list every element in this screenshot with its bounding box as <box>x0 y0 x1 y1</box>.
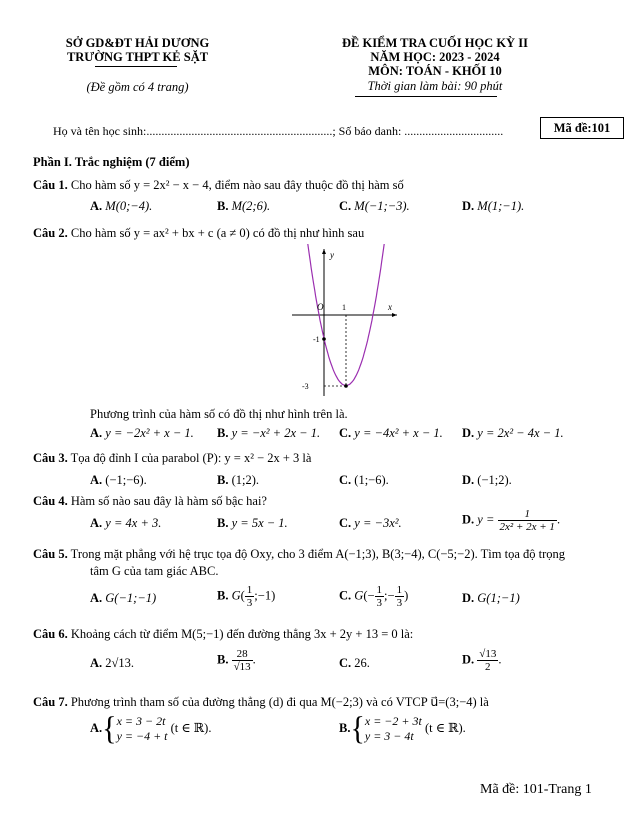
q7-option-b[interactable]: B.{x = −2 + 3t y = 3 − 4t (t ∈ ℝ). <box>339 710 466 747</box>
pages-note: (Đề gồm có 4 trang) <box>86 80 189 94</box>
q6-option-c[interactable]: C. 26. <box>339 656 370 670</box>
exam-title: ĐỀ KIỂM TRA CUỐI HỌC KỲ II <box>342 36 528 50</box>
question-4: Câu 4. Hàm số nào sau đây là hàm số bậc hai? <box>33 494 267 508</box>
vertex-point <box>344 384 348 388</box>
school-year: NĂM HỌC: 2023 - 2024 <box>370 50 500 64</box>
q2-option-a[interactable]: A. y = −2x² + x − 1. <box>90 426 194 440</box>
q6-option-d[interactable]: D. $\frac{√13}{2}$ . <box>462 648 502 673</box>
question-5: Câu 5. Trong mặt phẳng với hệ trục tọa độ Oxy, cho 3 điểm A(−1;3), B(3;−4), C(−5;−2). Tìm tọa độ trọng <box>33 547 566 561</box>
q5-option-a[interactable]: A. G(−1;−1) <box>90 591 157 605</box>
question-2-followup: Phương trình của hàm số có đồ thị như hình trên là. <box>90 407 348 421</box>
question-2: Câu 2. Cho hàm số y = ax² + bx + c (a ≠ 0) có đồ thị như hình sau <box>33 226 365 240</box>
y-tick-minus1-label: -1 <box>313 335 320 344</box>
q1-option-a[interactable]: A. M(0;−4). <box>90 199 153 213</box>
q1-option-b[interactable]: B. M(2;6). <box>217 199 271 213</box>
subject: MÔN: TOÁN - KHỐI 10 <box>368 64 502 78</box>
q2-option-c[interactable]: C. y = −4x² + x − 1. <box>339 426 443 440</box>
y-intercept-point <box>322 337 326 341</box>
q6-option-a[interactable]: A. 2√13. <box>90 656 135 670</box>
q4-option-d[interactable]: D. y = $\frac{1}{\text{2x² + 2x + 1}}$ . <box>462 508 561 533</box>
school-name: TRƯỜNG THPT KẺ SẶT <box>66 50 209 64</box>
question-3: Câu 3. Tọa độ đỉnh I của parabol (P): y = x² − 2x + 3 là <box>33 451 312 465</box>
q3-option-d[interactable]: D. (−1;2). <box>462 473 512 487</box>
q1-option-d[interactable]: D. M(1;−1). <box>462 199 525 213</box>
y-axis-arrow <box>322 249 326 254</box>
time-underline <box>355 96 497 97</box>
exam-code-box: Mã đề:101 <box>540 117 624 139</box>
page-footer: Mã đề: 101-Trang 1 <box>480 782 592 797</box>
x-axis-arrow <box>392 313 397 317</box>
x-tick-1-label: 1 <box>342 303 346 312</box>
q5-option-d[interactable]: D. G(1;−1) <box>462 591 520 605</box>
school-underline <box>95 66 177 67</box>
q2-option-d[interactable]: D. y = 2x² − 4x − 1. <box>462 426 564 440</box>
exam-time: Thời gian làm bài: 90 phút <box>367 79 503 93</box>
q2-option-b[interactable]: B. y = −x² + 2x − 1. <box>217 426 321 440</box>
question-5-line2: tâm G của tam giác ABC. <box>90 564 219 578</box>
dept-name: SỞ GD&ĐT HẢI DƯƠNG <box>65 36 210 50</box>
y-axis-label: y <box>330 250 334 260</box>
q1-option-c[interactable]: C. M(−1;−3). <box>339 199 410 213</box>
parabola-graph <box>280 244 400 399</box>
part1-title: Phần I. Trắc nghiệm (7 điểm) <box>33 155 190 169</box>
q3-option-a[interactable]: A. (−1;−6). <box>90 473 147 487</box>
q6-option-b[interactable]: B. $\frac{28}{√13}$ . <box>217 648 256 673</box>
q4-option-b[interactable]: B. y = 5x − 1. <box>217 516 288 530</box>
x-axis-label: x <box>388 302 392 312</box>
q3-option-c[interactable]: C. (1;−6). <box>339 473 389 487</box>
y-tick-minus3-label: -3 <box>302 382 309 391</box>
q5-option-c[interactable]: C. G(− $\frac{1}{3}$ ;− $\frac{1}{3}$ ) <box>339 584 409 609</box>
origin-label: O <box>317 302 324 312</box>
q3-option-b[interactable]: B. (1;2). <box>217 473 260 487</box>
q4-option-a[interactable]: A. y = 4x + 3. <box>90 516 162 530</box>
question-7: Câu 7. Phương trình tham số của đường thẳng (d) đi qua M(−2;3) và có VTCP u⃗=(3;−4) là <box>33 695 489 709</box>
student-info-line: Họ và tên học sinh:..............................................................; Số báo danh: ................................. <box>53 124 504 138</box>
q4-option-c[interactable]: C. y = −3x². <box>339 516 402 530</box>
question-1: Câu 1. Cho hàm số y = 2x² − x − 4, điểm nào sau đây thuộc đồ thị hàm số <box>33 178 404 192</box>
q7-option-a[interactable]: A.{x = 3 − 2t y = −4 + t (t ∈ ℝ). <box>90 710 212 747</box>
question-6: Câu 6. Khoảng cách từ điểm M(5;−1) đến đường thẳng 3x + 2y + 13 = 0 là: <box>33 627 414 641</box>
q5-option-b[interactable]: B. G( $\frac{1}{3}$ ;−1) <box>217 584 276 609</box>
